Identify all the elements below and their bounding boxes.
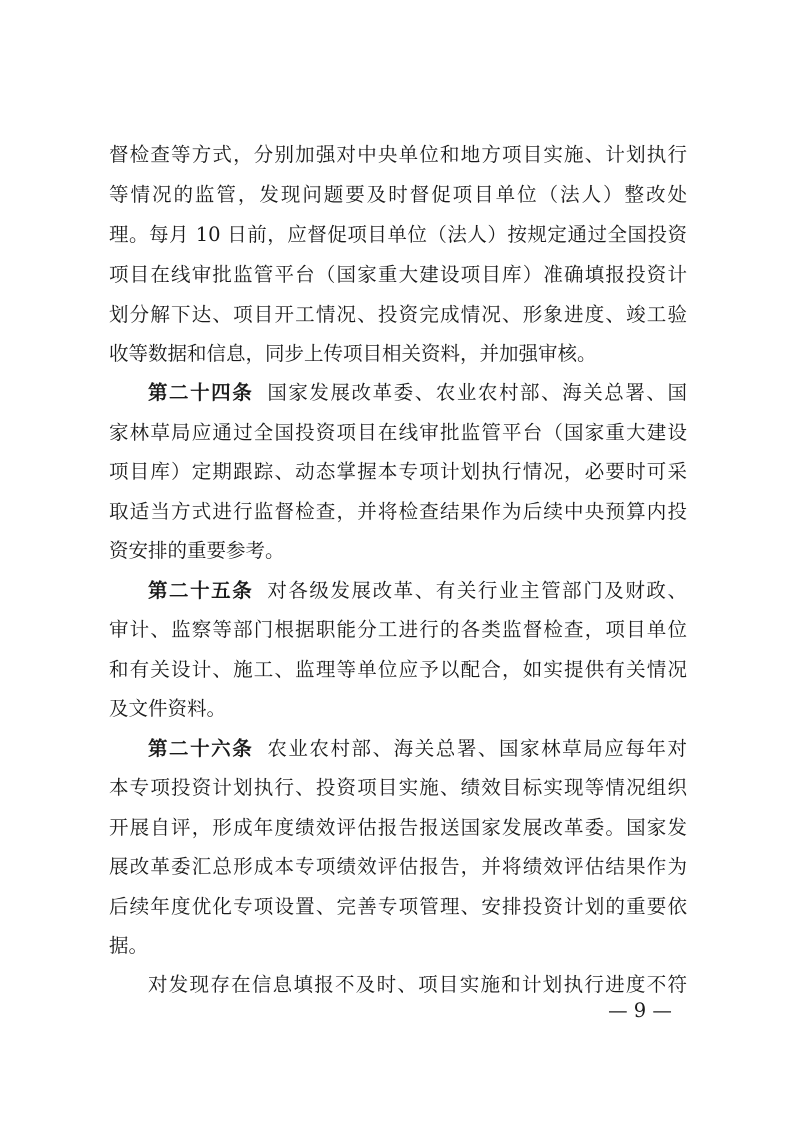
body-text-line: 家林草局应通过全国投资项目在线审批监管平台（国家重大建设 <box>109 421 687 444</box>
article-25-title: 第二十五条 <box>148 579 254 602</box>
body-text-line: 和有关设计、施工、监理等单位应予以配合，如实提供有关情况 <box>109 658 687 681</box>
body-text-line: 后续年度优化专项设置、完善专项管理、安排投资计划的重要依 <box>109 895 687 918</box>
body-text-line: 开展自评，形成年度绩效评估报告报送国家发展改革委。国家发 <box>109 816 687 839</box>
body-text-line: 理。每月 10 日前，应督促项目单位（法人）按规定通过全国投资 <box>109 223 687 246</box>
article-26-title: 第二十六条 <box>148 737 254 760</box>
body-text-line: 据。 <box>109 934 149 957</box>
body-text-line: 收等数据和信息，同步上传项目相关资料，并加强审核。 <box>109 342 597 365</box>
article-24-title: 第二十四条 <box>148 381 254 404</box>
body-text-line: 及文件资料。 <box>109 697 227 720</box>
body-text-line: 项目在线审批监管平台（国家重大建设项目库）准确填报投资计 <box>109 263 687 286</box>
article-26-first-text: 农业农村部、海关总署、国家林草局应每年对 <box>267 737 687 760</box>
body-text-line: 取适当方式进行监督检查，并将检查结果作为后续中央预算内投 <box>109 500 687 523</box>
body-text-line: 划分解下达、项目开工情况、投资完成情况、形象进度、竣工验 <box>109 303 687 326</box>
page-number: — 9 — <box>608 999 672 1022</box>
body-text-line: 对发现存在信息填报不及时、项目实施和计划执行进度不符 <box>148 973 687 996</box>
body-text-line: 审计、监察等部门根据职能分工进行的各类监督检查，项目单位 <box>109 618 687 641</box>
body-text-line: 督检查等方式，分别加强对中央单位和地方项目实施、计划执行 <box>109 143 687 166</box>
article-25-first-line <box>148 576 687 606</box>
body-text-line: 资安排的重要参考。 <box>109 539 285 562</box>
article-26-first-line <box>148 734 687 764</box>
article-24-first-line <box>148 378 687 408</box>
body-text-line: 项目库）定期跟踪、动态掌握本专项计划执行情况，必要时可采 <box>109 460 687 483</box>
article-24-first-text: 国家发展改革委、农业农村部、海关总署、国 <box>267 381 687 404</box>
body-text-line: 展改革委汇总形成本专项绩效评估报告，并将绩效评估结果作为 <box>109 855 687 878</box>
article-25-first-text: 对各级发展改革、有关行业主管部门及财政、 <box>267 579 687 602</box>
body-text-line: 本专项投资计划执行、投资项目实施、绩效目标实现等情况组织 <box>109 776 687 799</box>
body-text-line: 等情况的监管，发现问题要及时督促项目单位（法人）整改处 <box>109 183 687 206</box>
